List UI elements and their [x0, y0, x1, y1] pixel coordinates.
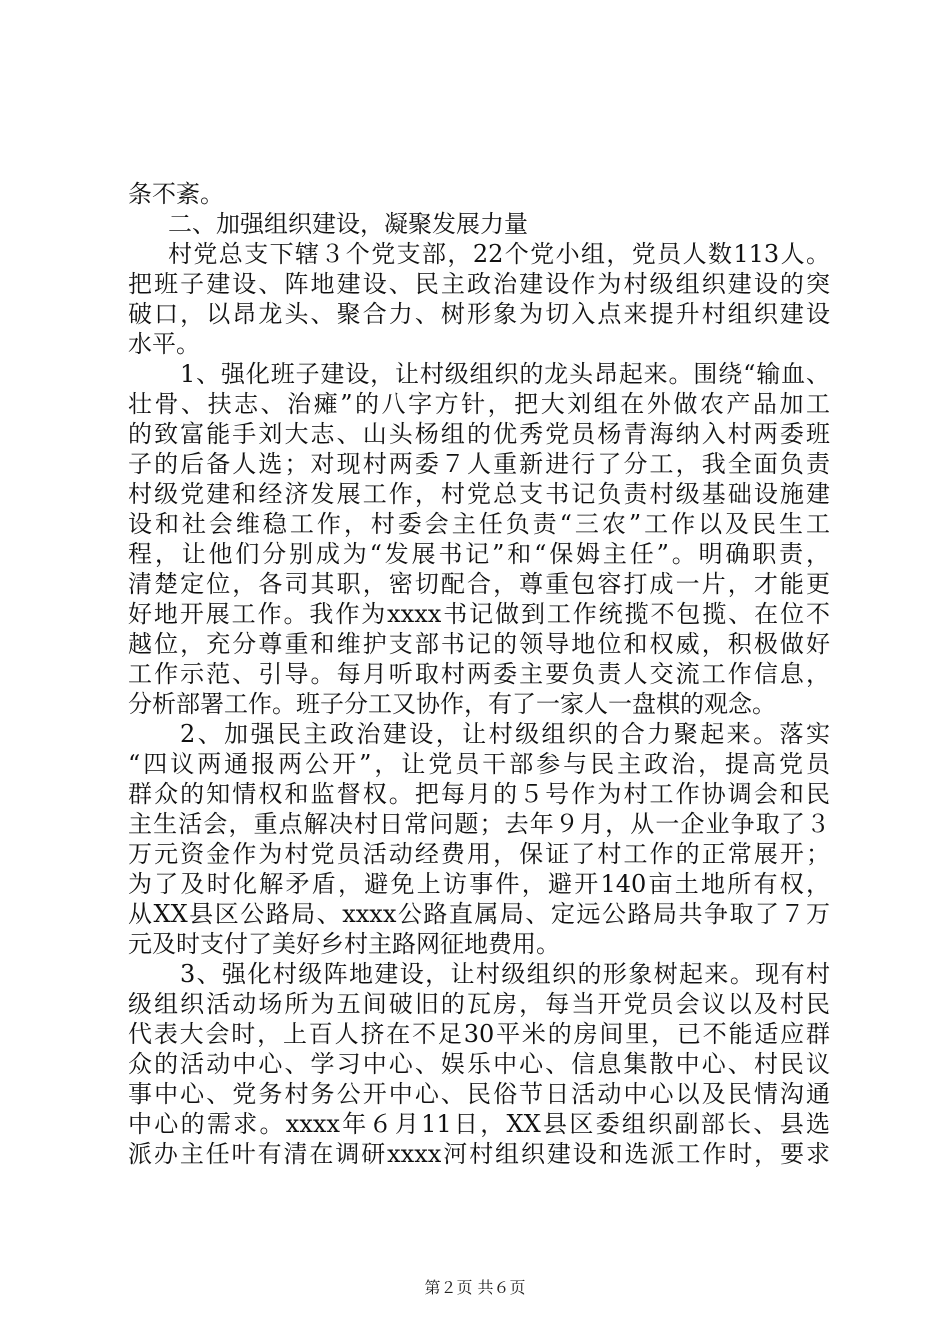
text-line: 程，让他们分别成为“发展书记”和“保姆主任”。明确职责， — [128, 540, 830, 568]
text-line: 从XX县区公路局、xxxx公路直属局、定远公路局共争取了７万 — [128, 900, 830, 928]
text-line: 众的活动中心、学习中心、娱乐中心、信息集散中心、村民议 — [128, 1050, 830, 1078]
text-line: 子的后备人选；对现村两委７人重新进行了分工，我全面负责 — [128, 450, 830, 478]
text-line: 派办主任叶有清在调研xxxx河村组织建设和选派工作时，要求 — [128, 1140, 830, 1168]
text-line: 村级党建和经济发展工作，村党总支书记负责村级基础设施建 — [128, 480, 830, 508]
text-line: 主生活会，重点解决村日常问题；去年９月，从一企业争取了３ — [128, 810, 830, 838]
text-line: 水平。 — [128, 330, 200, 358]
text-line: 村党总支下辖３个党支部，22个党小组，党员人数113人。 — [168, 240, 830, 268]
document-body — [128, 179, 830, 1169]
text-line: 2、加强民主政治建设，让村级组织的合力聚起来。落实 — [180, 720, 830, 748]
text-line: 群众的知情权和监督权。把每月的５号作为村工作协调会和民 — [128, 780, 830, 808]
text-line: 级组织活动场所为五间破旧的瓦房，每当开党员会议以及村民 — [128, 990, 830, 1018]
text-line: 中心的需求。xxxx年６月11日，XX县区委组织副部长、县选 — [128, 1110, 830, 1138]
text-line: 为了及时化解矛盾，避免上访事件，避开140亩土地所有权， — [128, 870, 830, 898]
text-line: 越位，充分尊重和维护支部书记的领导地位和权威，积极做好 — [128, 630, 830, 658]
text-line: 分析部署工作。班子分工又协作，有了一家人一盘棋的观念。 — [128, 690, 776, 718]
text-line: 破口，以昂龙头、聚合力、树形象为切入点来提升村组织建设 — [128, 300, 830, 328]
text-line: 3、强化村级阵地建设，让村级组织的形象树起来。现有村 — [180, 960, 830, 988]
text-line: 条不紊。 — [128, 180, 224, 208]
page-number-footer: 第２页 共６页 — [424, 1278, 526, 1297]
section-heading: 二、加强组织建设，凝聚发展力量 — [168, 210, 528, 238]
text-line: 壮骨、扶志、治瘫”的八字方针，把大刘组在外做农产品加工 — [128, 390, 830, 418]
text-line: 设和社会维稳工作，村委会主任负责“三农”工作以及民生工 — [128, 510, 830, 538]
text-line: 万元资金作为村党员活动经费用，保证了村工作的正常展开； — [128, 840, 830, 868]
text-line: 工作示范、引导。每月听取村两委主要负责人交流工作信息， — [128, 660, 830, 688]
text-line: 1、强化班子建设，让村级组织的龙头昂起来。围绕“输血、 — [180, 360, 830, 388]
text-line: “四议两通报两公开”，让党员干部参与民主政治，提高党员 — [128, 750, 830, 778]
text-line: 清楚定位，各司其职，密切配合，尊重包容打成一片，才能更 — [128, 570, 830, 598]
text-line: 的致富能手刘大志、山头杨组的优秀党员杨青海纳入村两委班 — [128, 420, 830, 448]
text-line: 事中心、党务村务公开中心、民俗节日活动中心以及民情沟通 — [128, 1080, 830, 1108]
text-line: 代表大会时，上百人挤在不足30平米的房间里，已不能适应群 — [128, 1020, 830, 1048]
text-line: 好地开展工作。我作为xxxx书记做到工作统揽不包揽、在位不 — [128, 600, 830, 628]
text-line: 元及时支付了美好乡村主路网征地费用。 — [128, 930, 560, 958]
text-line: 把班子建设、阵地建设、民主政治建设作为村级组织建设的突 — [128, 270, 830, 298]
